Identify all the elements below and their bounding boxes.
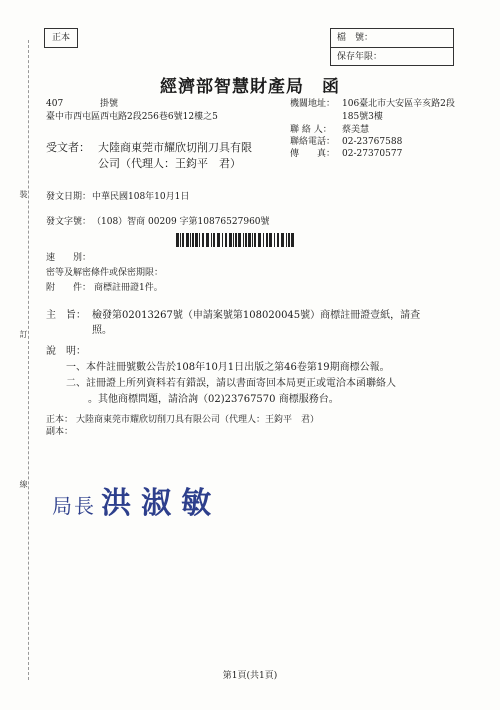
recipient-line-1: 大陸商東莞市耀欣切削刀具有限 (98, 141, 252, 154)
attachment-label: 附 件： (46, 283, 92, 293)
subject-line-1: 檢發第02013267號（申請案號第108020045號）商標註冊證壹紙，請查 (92, 310, 421, 321)
explanation-item-2b: 。其他商標問題，請洽詢（02)23767570 商標服務台。 (88, 394, 339, 405)
contact-label: 聯 絡 人： (290, 125, 332, 135)
binding-label-3: 線 (19, 480, 28, 488)
barcode-bar (186, 233, 189, 247)
barcode-bar (252, 233, 253, 247)
attachment-value: 商標註冊證1件。 (94, 283, 163, 293)
retention-field: 保存年限： (337, 52, 383, 62)
barcode-bar (263, 233, 264, 247)
signature-name: 洪淑敏 (101, 486, 222, 521)
file-number-field: 檔 號： (331, 29, 453, 48)
original-recipient: 大陸商東莞市耀欣切削刀具有限公司（代理人：王鈞平 君） (76, 415, 320, 425)
agency-address-label: 機關地址： (290, 99, 336, 109)
barcode-bar (192, 233, 194, 247)
agency-address-2: 185號3樓 (342, 112, 383, 122)
contact-name: 蔡美慧 (342, 125, 370, 135)
original-label: 正本： (46, 415, 74, 425)
barcode-bar (291, 233, 294, 247)
binding-line (28, 40, 29, 680)
barcode-bar (238, 233, 241, 247)
issue-date-label: 發文日期： (46, 192, 92, 202)
barcode-bar (233, 233, 234, 247)
fax-value: 02-27370577 (342, 149, 403, 159)
agency-address-1: 106臺北市大安區辛亥路2段 (342, 99, 455, 109)
signature-title: 局長 (52, 494, 96, 518)
explanation-label: 說 明： (46, 346, 86, 357)
copy-recipient-label: 副本： (46, 427, 74, 437)
barcode-bar (213, 233, 215, 247)
recipient-address: 臺中市西屯區西屯路2段256巷6號12樓之5 (46, 112, 218, 122)
copy-label-box: 正本 (44, 28, 78, 48)
issue-date: 中華民國108年10月1日 (92, 192, 190, 202)
barcode-bar (277, 233, 279, 247)
barcode-bar (281, 233, 284, 247)
barcode-bar (225, 233, 227, 247)
phone-value: 02-23767588 (342, 137, 403, 147)
issue-ref: （108）智商 00209 字第10876527960號 (92, 217, 270, 227)
speed-label: 速 別： (46, 253, 92, 263)
barcode-bar (288, 233, 290, 247)
barcode-bar (182, 233, 184, 247)
barcode-bar (248, 233, 251, 247)
barcode-bar (286, 233, 287, 247)
barcode-bar (222, 233, 223, 247)
barcode-bar (245, 233, 247, 247)
issue-ref-label: 發文字號： (46, 217, 92, 227)
subject-line-2: 照。 (92, 325, 112, 336)
barcode-bar (243, 233, 244, 247)
barcode-bar (254, 233, 256, 247)
phone-label: 聯絡電話： (290, 137, 336, 147)
barcode-bar (206, 233, 209, 247)
document-title: 經濟部智慧財產局 函 (160, 77, 340, 97)
barcode-bar (235, 233, 237, 247)
barcode-bar (211, 233, 212, 247)
subject-label: 主 旨： (46, 310, 86, 321)
postcode: 407 (46, 99, 64, 109)
recipient-label: 受文者： (46, 141, 90, 154)
barcode-bar (202, 233, 204, 247)
barcode-bar (176, 233, 179, 247)
fax-label: 傳 真： (290, 149, 336, 159)
recipient-line-2: 公司（代理人：王鈞平 君） (98, 157, 241, 170)
barcode-bar (269, 233, 272, 247)
barcode-bar (229, 233, 232, 247)
binding-label-2: 訂 (19, 330, 28, 338)
barcode-bar (217, 233, 220, 247)
barcode-bar (274, 233, 275, 247)
barcode-image (176, 233, 294, 247)
barcode-bar (266, 233, 268, 247)
barcode-bar (180, 233, 181, 247)
file-info-box (330, 28, 454, 66)
barcode-bar (190, 233, 191, 247)
page-number: 第1頁(共1頁) (222, 671, 278, 681)
director-signature (52, 478, 221, 522)
barcode-bar (199, 233, 200, 247)
explanation-item-1: 一、本件註冊號數公告於108年10月1日出版之第46卷第19期商標公報。 (66, 362, 390, 373)
secrecy-label: 密等及解密條件或保密期限： (46, 268, 164, 278)
explanation-item-2a: 二、註冊證上所列資料若有錯誤，請以書面寄回本局更正或電洽本函聯絡人 (66, 378, 396, 389)
barcode-bar (195, 233, 198, 247)
binding-label-1: 裝 (19, 190, 28, 198)
barcode-bar (258, 233, 261, 247)
mail-type: 掛號 (100, 99, 119, 109)
